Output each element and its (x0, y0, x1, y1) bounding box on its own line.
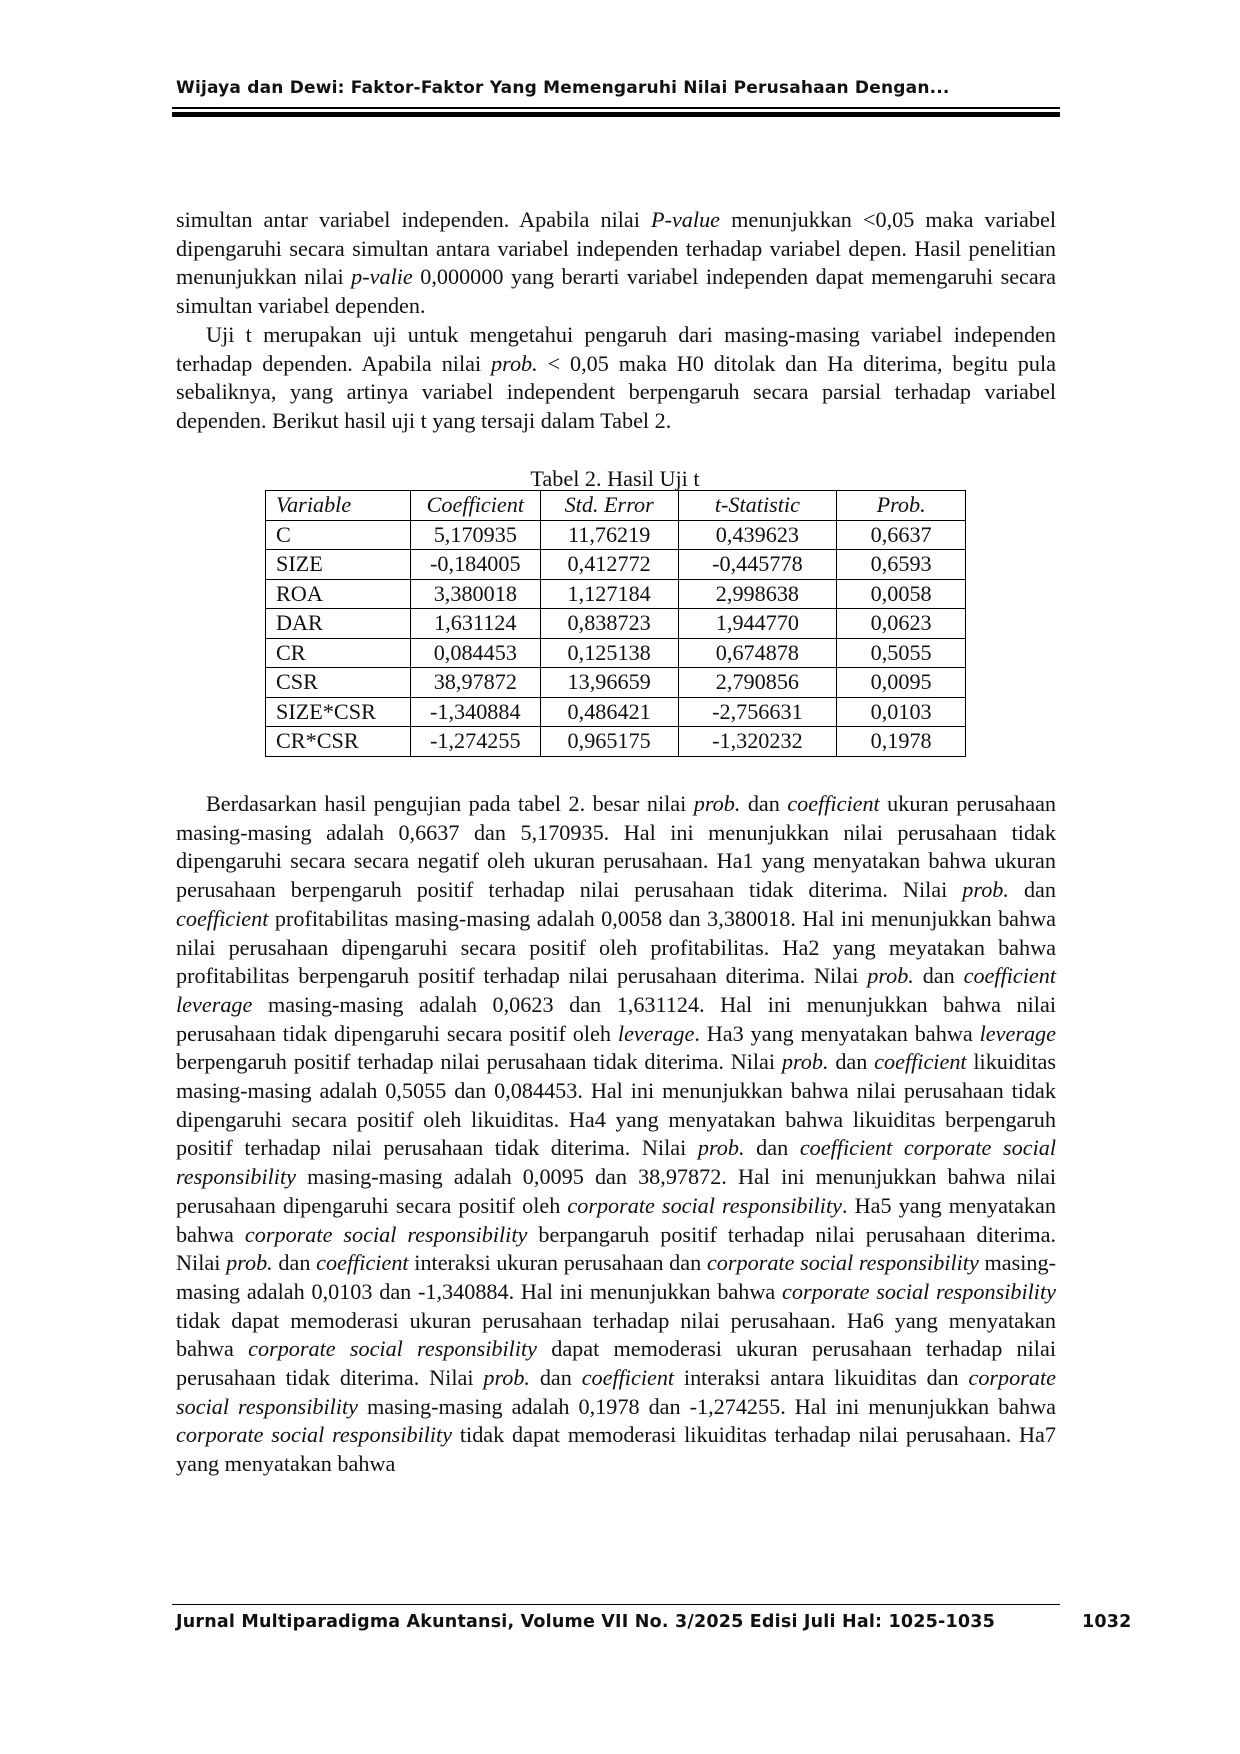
table-cell: 3,380018 (410, 579, 540, 609)
table-cell: 0,6593 (837, 550, 966, 580)
table-cell: 0,125138 (540, 638, 678, 668)
table-cell: 1,944770 (678, 609, 837, 639)
table-row (266, 697, 966, 727)
cell-variable: CR (266, 638, 411, 668)
header-coefficient: Coefficient (410, 491, 540, 521)
cell-variable: CSR (266, 668, 411, 698)
table-header-row (266, 491, 966, 521)
table-caption: Tabel 2. Hasil Uji t (530, 466, 700, 491)
cell-variable: SIZE*CSR (266, 697, 411, 727)
header-std-error: Std. Error (540, 491, 678, 521)
header-rule-thin (172, 107, 1060, 109)
paragraph-simultan: simultan antar variabel independen. Apabila nilai P-value menunjukkan <0,05 maka variabel dipengaruhi secara simultan antara variabel independen terhadap variabel depen. Hasil penelitian menunjukkan nilai p-valie 0,000000 yang berarti variabel independen dapat memengaruhi secara simultan variabel dependen. (176, 207, 1056, 319)
header-rule-thick (172, 112, 1060, 117)
table-cell: 2,790856 (678, 668, 837, 698)
table-row (266, 520, 966, 550)
table-cell: -2,756631 (678, 697, 837, 727)
table-cell: 0,965175 (540, 727, 678, 757)
table-cell: 0,0623 (837, 609, 966, 639)
table-cell: 0,0095 (837, 668, 966, 698)
table-cell: 0,0058 (837, 579, 966, 609)
results-table (265, 490, 966, 757)
body-text-top (176, 206, 1056, 436)
table-row (266, 668, 966, 698)
cell-variable: C (266, 520, 411, 550)
table-row (266, 609, 966, 639)
table-cell: -1,320232 (678, 727, 837, 757)
table-cell: 0,1978 (837, 727, 966, 757)
footer-rule (172, 1604, 1060, 1605)
table-row (266, 727, 966, 757)
table-cell: -1,274255 (410, 727, 540, 757)
table-cell: -1,340884 (410, 697, 540, 727)
table-row (266, 550, 966, 580)
body-text-bottom (176, 790, 1056, 1479)
table-cell: 0,674878 (678, 638, 837, 668)
table-cell: 1,127184 (540, 579, 678, 609)
table-body (266, 520, 966, 756)
table-cell: 0,5055 (837, 638, 966, 668)
page-number: 1032 (1082, 1612, 1132, 1632)
table-cell: 0,439623 (678, 520, 837, 550)
table-cell: 0,084453 (410, 638, 540, 668)
table-cell: 0,412772 (540, 550, 678, 580)
cell-variable: ROA (266, 579, 411, 609)
table-cell: 5,170935 (410, 520, 540, 550)
table-cell: 11,76219 (540, 520, 678, 550)
table-cell: 1,631124 (410, 609, 540, 639)
cell-variable: DAR (266, 609, 411, 639)
footer (176, 1612, 1132, 1632)
cell-variable: SIZE (266, 550, 411, 580)
header-prob: Prob. (837, 491, 966, 521)
table-cell: -0,184005 (410, 550, 540, 580)
table-row (266, 638, 966, 668)
header-t-statistic: t-Statistic (678, 491, 837, 521)
paragraph-uji-t: Uji t merupakan uji untuk mengetahui pengaruh dari masing-masing variabel independen terhadap dependen. Apabila nilai prob. < 0,05 maka H0 ditolak dan Ha diterima, begitu pula sebaliknya, yang artinya variabel independent berpengaruh secara parsial terhadap variabel dependen. Berikut hasil uji t yang tersaji dalam Tabel 2. (176, 321, 1056, 433)
table-cell: 0,6637 (837, 520, 966, 550)
table-cell: 0,0103 (837, 697, 966, 727)
table-cell: 13,96659 (540, 668, 678, 698)
table-cell: 0,838723 (540, 609, 678, 639)
table-cell: 2,998638 (678, 579, 837, 609)
table-cell: 38,97872 (410, 668, 540, 698)
cell-variable: CR*CSR (266, 727, 411, 757)
table-cell: -0,445778 (678, 550, 837, 580)
table-cell: 0,486421 (540, 697, 678, 727)
table-row (266, 579, 966, 609)
footer-journal: Jurnal Multiparadigma Akuntansi, Volume VII No. 3/2025 Edisi Juli Hal: 1025-1035 (176, 1612, 996, 1632)
paragraph-berdasarkan: Berdasarkan hasil pengujian pada tabel 2. besar nilai prob. dan coefficient ukuran perusahaan masing-masing adalah 0,6637 dan 5,170935. Hal ini menunjukkan nilai perusahaan tidak dipengaruhi secara secara negatif oleh ukuran perusahaan. Ha1 yang menyatakan bahwa ukuran perusahaan berpengaruh positif terhadap nilai perusahaan tidak diterima. Nilai prob. dan coefficient profitabilitas masing-masing adalah 0,0058 dan 3,380018. Hal ini menunjukkan bahwa nilai perusahaan dipengaruhi secara positif oleh profitabilitas. Ha2 yang meyatakan bahwa profitabilitas berpengaruh positif terhadap nilai perusahaan diterima. Nilai prob. dan coefficient leverage masing-masing adalah 0,0623 dan 1,631124. Hal ini menunjukkan bahwa nilai perusahaan tidak dipengaruhi secara positif oleh leverage. Ha3 yang menyatakan bahwa leverage berpengaruh positif terhadap nilai perusahaan tidak diterima. Nilai prob. dan coefficient likuiditas masing-masing adalah 0,5055 dan 0,084453. Hal ini menunjukkan bahwa nilai perusahaan tidak dipengaruhi secara positif oleh likuiditas. Ha4 yang menyatakan bahwa likuiditas berpengaruh positif terhadap nilai perusahaan tidak diterima. Nilai prob. dan coefficient corporate social responsibility masing-masing adalah 0,0095 dan 38,97872. Hal ini menunjukkan bahwa nilai perusahaan dipengaruhi secara positif oleh corporate social responsibility. Ha5 yang menyatakan bahwa corporate social responsibility berpangaruh positif terhadap nilai perusahaan diterima. Nilai prob. dan coefficient interaksi ukuran perusahaan dan corporate social responsibility masing-masing adalah 0,0103 dan -1,340884. Hal ini menunjukkan bahwa corporate social responsibility tidak dapat memoderasi ukuran perusahaan terhadap nilai perusahaan. Ha6 yang menyatakan bahwa corporate social responsibility dapat memoderasi ukuran perusahaan terhadap nilai perusahaan tidak diterima. Nilai prob. dan coefficient interaksi antara likuiditas dan corporate social responsibility masing-masing adalah 0,1978 dan -1,274255. Hal ini menunjukkan bahwa corporate social responsibility tidak dapat memoderasi likuiditas terhadap nilai perusahaan. Ha7 yang menyatakan bahwa (176, 791, 1057, 1477)
running-title: Wijaya dan Dewi: Faktor-Faktor Yang Memengaruhi Nilai Perusahaan Dengan... (176, 78, 950, 98)
header-variable: Variable (266, 491, 411, 521)
